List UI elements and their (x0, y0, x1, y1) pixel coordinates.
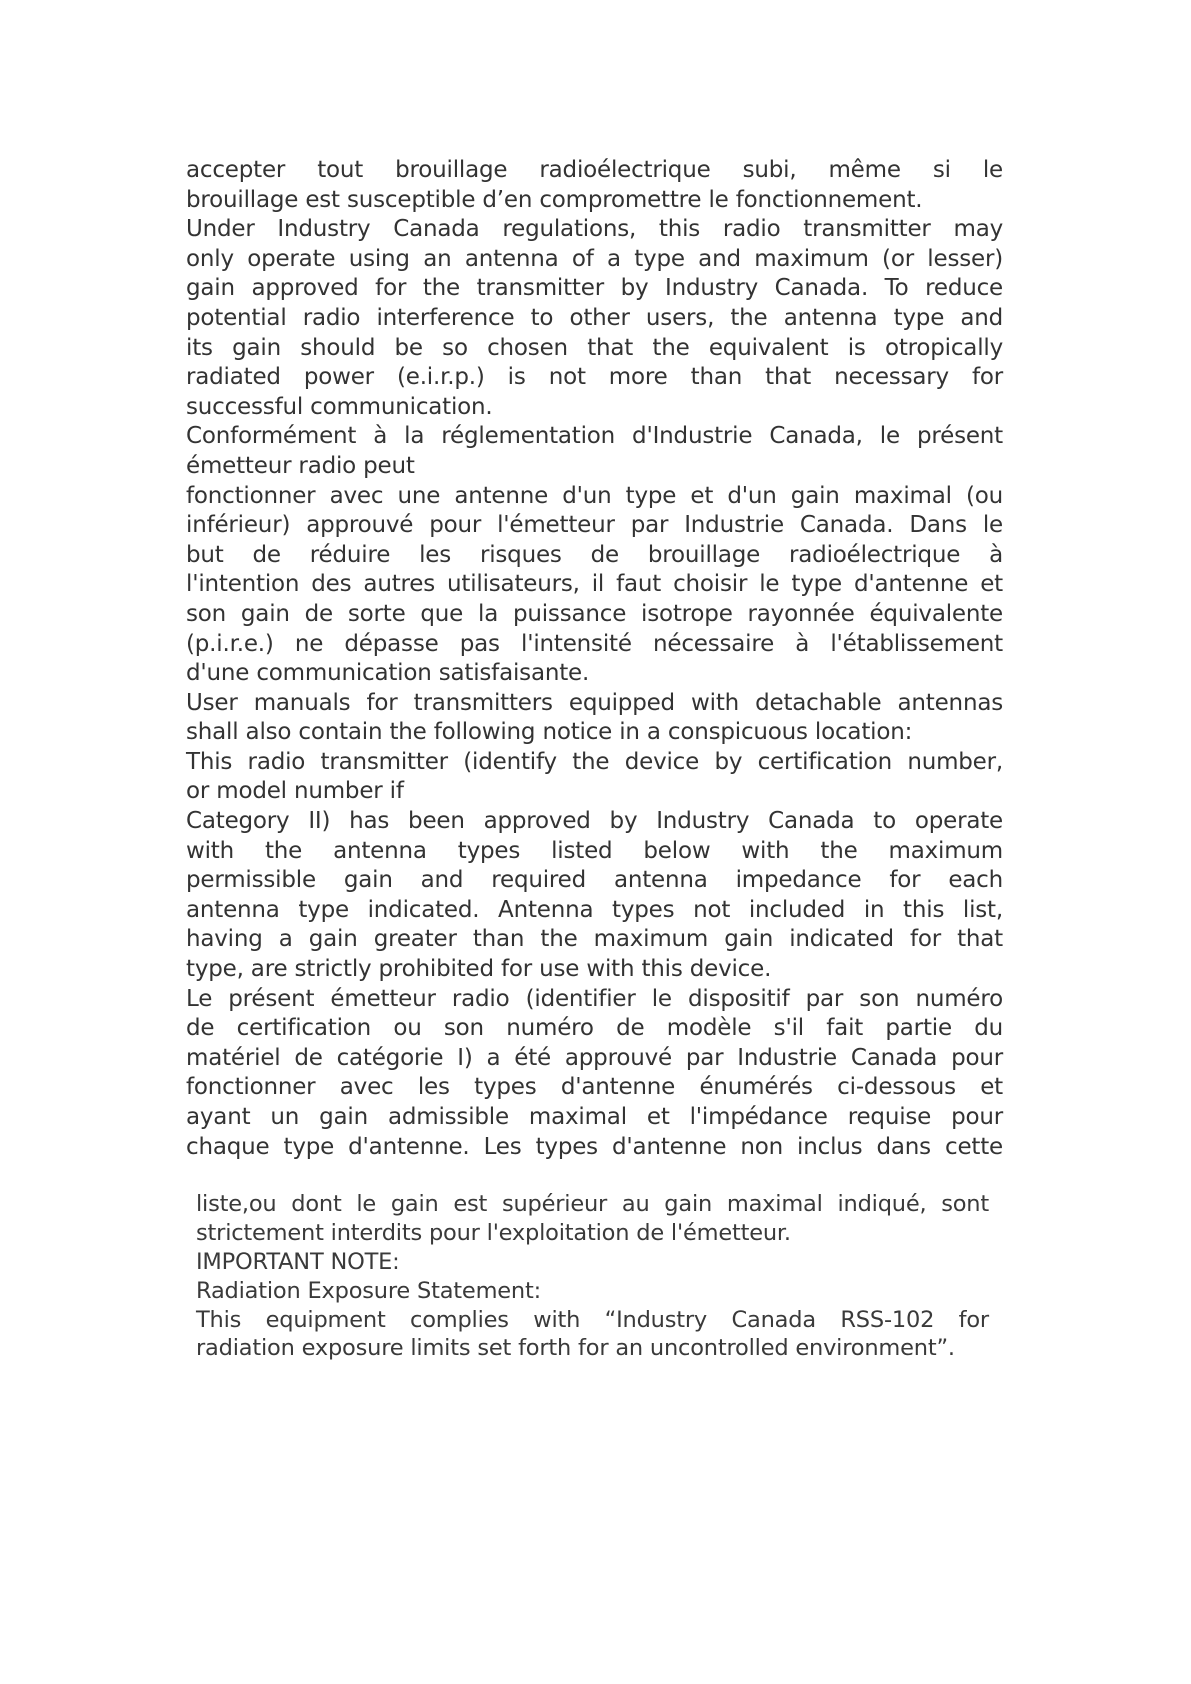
section-heading: IMPORTANT NOTE: (196, 1248, 400, 1275)
text-line: matériel de catégorie I) a été approuvé par Industrie Canada pour (186, 1044, 1003, 1071)
text-line: successful communication. (186, 393, 493, 420)
text-line: (p.i.r.e.) ne dépasse pas l'intensité nécessaire à l'établissement (186, 630, 1003, 657)
text-line: potential radio interference to other users, the antenna type and (186, 304, 1003, 331)
text-line: brouillage est susceptible d’en compromettre le fonctionnement. (186, 186, 923, 213)
text-line: User manuals for transmitters equipped with detachable antennas (186, 689, 1003, 716)
text-line: permissible gain and required antenna impedance for each (186, 867, 1003, 894)
text-line: ayant un gain admissible maximal et l'impédance requise pour (186, 1104, 1003, 1130)
page-text-block-upper (186, 156, 1003, 1162)
text-line: type, are strictly prohibited for use with this device. (186, 956, 772, 983)
text-line: Le présent émetteur radio (identifier le dispositif par son numéro (186, 985, 1003, 1012)
text-line: or model number if (186, 778, 404, 805)
text-line: chaque type d'antenne. Les types d'antenne non inclus dans cette (186, 1133, 1003, 1160)
text-line: having a gain greater than the maximum gain indicated for that (186, 926, 1003, 953)
text-line: This equipment complies with “Industry Canada RSS-102 for (196, 1306, 989, 1333)
text-line: liste,ou dont le gain est supérieur au gain maximal indiqué, sont (196, 1191, 989, 1217)
text-line: but de réduire les risques de brouillage radioélectrique à (186, 541, 1003, 568)
text-line: l'intention des autres utilisateurs, il faut choisir le type d'antenne et (186, 571, 1003, 598)
text-line: son gain de sorte que la puissance isotrope rayonnée équivalente (186, 600, 1003, 627)
text-line: de certification ou son numéro de modèle s'il fait partie du (186, 1015, 1003, 1042)
text-line: gain approved for the transmitter by Industry Canada. To reduce (186, 275, 1003, 302)
text-line: strictement interdits pour l'exploitation de l'émetteur. (196, 1219, 791, 1246)
text-line: radiation exposure limits set forth for an uncontrolled environment”. (196, 1335, 955, 1362)
text-line: fonctionner avec les types d'antenne énumérés ci-dessous et (186, 1074, 1003, 1101)
text-line: émetteur radio peut (186, 452, 415, 479)
text-line: radiated power (e.i.r.p.) is not more than that necessary for (186, 364, 1003, 391)
text-line: This radio transmitter (identify the device by certification number, (186, 748, 1003, 775)
text-line: Category II) has been approved by Industry Canada to operate (186, 808, 1003, 835)
text-line: with the antenna types listed below with the maximum (186, 837, 1003, 864)
text-line: its gain should be so chosen that the equivalent is otropically (186, 334, 1003, 361)
text-line: d'une communication satisfaisante. (186, 660, 590, 687)
text-line: accepter tout brouillage radioélectrique subi, même si le (186, 157, 1003, 183)
page-text-block-lower (196, 1190, 989, 1363)
text-line: fonctionner avec une antenne d'un type et d'un gain maximal (ou (186, 482, 1003, 509)
text-line: inférieur) approuvé pour l'émetteur par Industrie Canada. Dans le (186, 512, 1003, 539)
text-line: Conformément à la réglementation d'Industrie Canada, le présent (186, 423, 1003, 450)
section-subheading: Radiation Exposure Statement: (196, 1277, 541, 1304)
text-line: antenna type indicated. Antenna types not included in this list, (186, 896, 1003, 923)
text-line: only operate using an antenna of a type and maximum (or lesser) (186, 245, 1003, 272)
text-line: Under Industry Canada regulations, this radio transmitter may (186, 216, 1003, 243)
text-line: shall also contain the following notice in a conspicuous location: (186, 719, 913, 746)
